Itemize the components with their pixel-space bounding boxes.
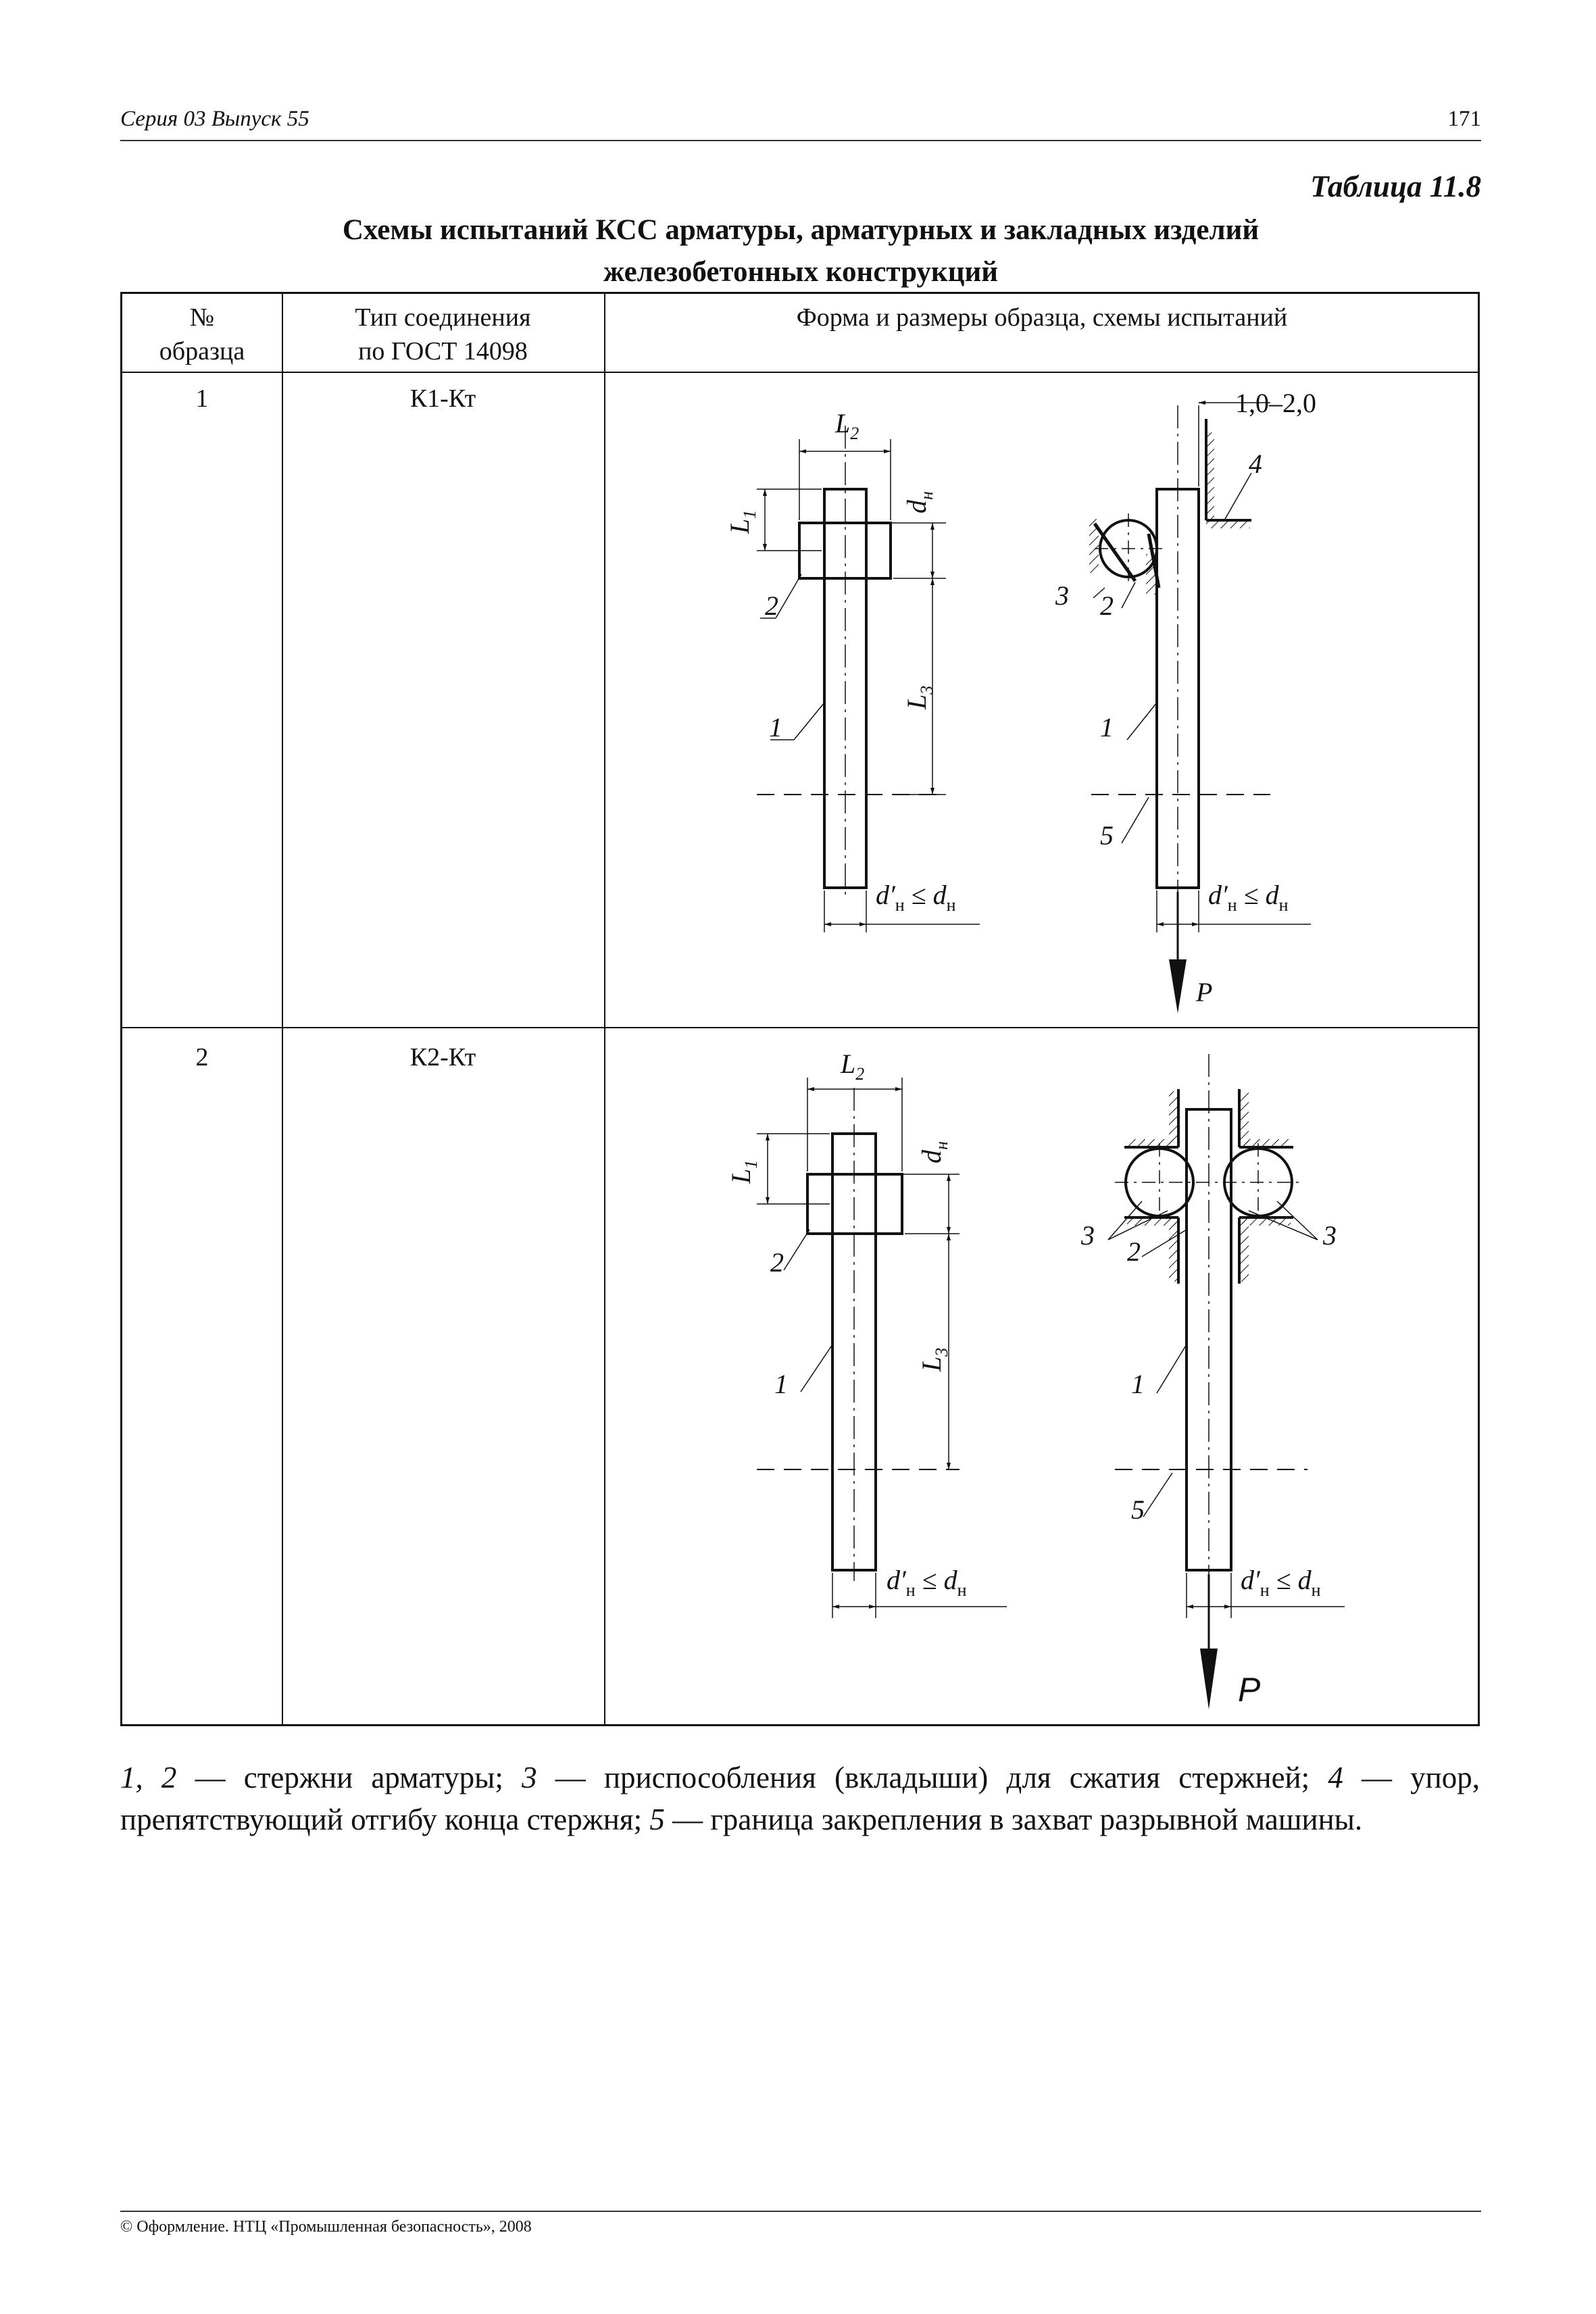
svg-text:2: 2	[765, 590, 778, 621]
row1-number: 1	[195, 384, 209, 413]
svg-text:dн: $d_н$	[916, 1141, 951, 1163]
svg-text:L2: $L_2$	[835, 408, 859, 443]
footer-rule	[120, 2211, 1481, 2212]
row1-labels	[724, 408, 956, 915]
table-title-line2: железобетонных конструкций	[603, 256, 999, 288]
svg-text:3: 3	[1055, 580, 1069, 611]
svg-text:1: 1	[1100, 712, 1114, 743]
table-label: Таблица 11.8	[1310, 170, 1481, 203]
svg-text:1: 1	[769, 712, 782, 743]
svg-text:L3: $L_3$	[916, 1347, 951, 1372]
svg-text:2: 2	[1127, 1236, 1141, 1267]
row2-number: 2	[195, 1043, 209, 1072]
row2-dimensions	[757, 1078, 1007, 1618]
legend-text-1-2: — стержни арматуры;	[176, 1761, 522, 1794]
legend-text-3: — приспособления (вкладыши) для сжатия стержней;	[537, 1761, 1328, 1794]
svg-text:L3: $L_3$	[901, 685, 937, 709]
svg-text:L2: $L_2$	[841, 1049, 865, 1084]
svg-text:L1: $L_1$	[726, 1159, 761, 1184]
svg-text:1: 1	[1131, 1369, 1145, 1399]
svg-text:d′н ≤ dн: $d'_н \le d_н$	[887, 1565, 967, 1600]
col-header-type-line1: Тип соединения	[355, 303, 531, 332]
row1-scheme-dimensions	[1093, 403, 1311, 932]
row2-scheme-dimensions	[1108, 1201, 1345, 1618]
col-header-number-line2: образца	[159, 337, 245, 366]
row2-labels	[726, 1049, 967, 1600]
row1-test-scheme	[1089, 405, 1270, 1013]
svg-text:dн: $d_н$	[901, 491, 937, 513]
svg-text:2: 2	[1100, 590, 1114, 621]
svg-text:2: 2	[770, 1247, 784, 1278]
table-title-line1: Схемы испытаний КСС арматуры, арматурных и закладных изделий	[342, 214, 1260, 246]
footer-copyright: © Оформление. НТЦ «Промышленная безопасность», 2008	[120, 2218, 532, 2236]
legend-key-5: 5	[649, 1803, 665, 1836]
svg-text:P: P	[1196, 977, 1213, 1007]
svg-text:P: P	[1238, 1671, 1261, 1709]
row1-scheme-labels	[1055, 388, 1316, 1007]
svg-text:d′н ≤ dн: $d'_н \le d_н$	[1241, 1565, 1321, 1600]
svg-text:3: 3	[1323, 1220, 1337, 1251]
page-number: 171	[1447, 107, 1481, 131]
legend-key-3: 3	[522, 1761, 537, 1794]
row2-force-arrow	[1200, 1649, 1218, 1709]
legend-text-4: — упор, препятствующий отгибу конца стержня;	[120, 1761, 1480, 1836]
legend-key-1-2: 1, 2	[120, 1761, 177, 1794]
svg-text:5: 5	[1100, 820, 1114, 851]
svg-text:5: 5	[1131, 1494, 1145, 1525]
svg-text:1,0–2,0: 1,0–2,0	[1235, 388, 1316, 418]
svg-text:d′н ≤ dн: $d'_н \le d_н$	[876, 880, 956, 915]
row2-type: К2-Кт	[409, 1043, 476, 1072]
row1-dimensions	[757, 439, 980, 932]
svg-text:4: 4	[1249, 449, 1262, 479]
svg-text:d′н ≤ dн: $d'_н \le d_н$	[1208, 880, 1289, 915]
col-header-form: Форма и размеры образца, схемы испытаний	[796, 303, 1288, 332]
svg-text:3: 3	[1081, 1220, 1095, 1251]
series-header: Серия 03 Выпуск 55	[120, 107, 309, 131]
svg-text:L1: $L_1$	[724, 509, 759, 534]
svg-text:1: 1	[774, 1369, 788, 1399]
legend-key-4: 4	[1328, 1761, 1343, 1794]
col-header-number-line1: №	[189, 303, 215, 332]
col-header-type-line2: по ГОСТ 14098	[358, 337, 528, 366]
legend	[120, 1757, 1480, 1840]
row1-force-arrow	[1169, 959, 1187, 1013]
legend-text-5: — граница закрепления в захват разрывной машины.	[664, 1803, 1363, 1836]
row1-type: К1-Кт	[409, 384, 476, 413]
